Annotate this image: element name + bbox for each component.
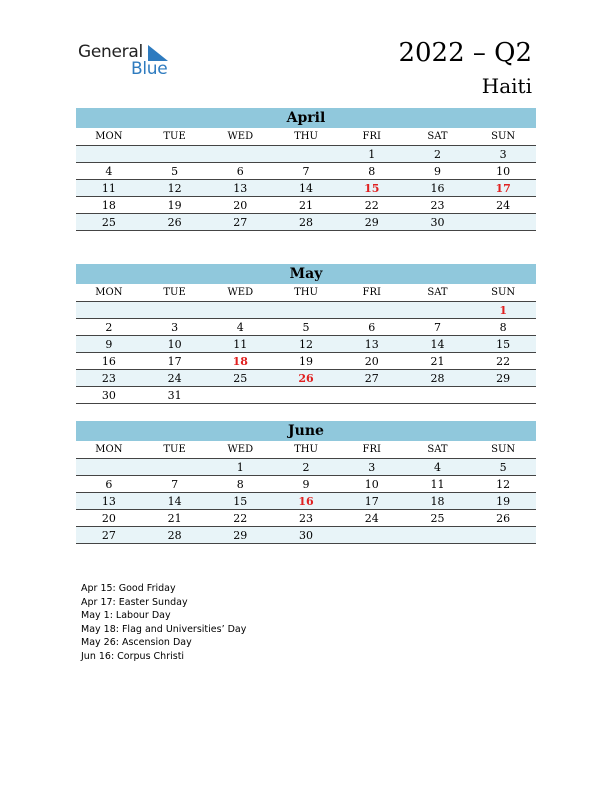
date-cell: 26: [496, 512, 511, 525]
date-cell: 7: [302, 165, 310, 178]
date-cell: 10: [364, 478, 379, 491]
date-cell: 21: [299, 199, 314, 212]
weekday-label: WED: [227, 131, 254, 142]
week-row: [76, 527, 536, 544]
date-cell: 24: [496, 199, 511, 212]
weekday-label: THU: [294, 131, 318, 142]
date-cell: 17: [167, 355, 182, 368]
weekday-label: WED: [227, 444, 254, 455]
date-cell: 24: [167, 372, 182, 385]
date-cell: [339, 302, 405, 318]
weekday-label: SUN: [491, 287, 516, 298]
date-cell: 1: [236, 461, 244, 474]
date-cell: 6: [236, 165, 244, 178]
date-cell: [76, 302, 142, 318]
weekday-header-row: [76, 128, 536, 146]
date-cell: 16: [101, 355, 116, 368]
date-cell: 25: [233, 372, 248, 385]
date-cell: [273, 387, 339, 403]
date-cell: 5: [499, 461, 507, 474]
date-cell: [405, 387, 471, 403]
week-row: [76, 387, 536, 404]
date-cell: [207, 302, 273, 318]
date-cell: [142, 302, 208, 318]
weekday-label: FRI: [362, 444, 381, 455]
week-row: [76, 459, 536, 476]
holiday-date: 26: [298, 372, 314, 385]
date-cell: 26: [167, 216, 182, 229]
date-cell: 8: [368, 165, 376, 178]
date-cell: 27: [364, 372, 379, 385]
date-cell: 19: [167, 199, 182, 212]
month-may: [76, 264, 536, 404]
date-cell: [405, 302, 471, 318]
date-cell: 22: [364, 199, 379, 212]
holiday-date: 1: [499, 304, 507, 317]
date-cell: 17: [364, 495, 379, 508]
date-cell: [142, 459, 208, 475]
date-cell: [470, 527, 536, 543]
date-cell: [273, 146, 339, 162]
date-cell: 7: [171, 478, 179, 491]
date-cell: 14: [167, 495, 182, 508]
date-cell: [273, 302, 339, 318]
weekday-label: FRI: [362, 287, 381, 298]
date-cell: 22: [233, 512, 248, 525]
date-cell: 29: [496, 372, 511, 385]
weekday-label: FRI: [362, 131, 381, 142]
date-cell: 9: [105, 338, 113, 351]
week-row: [76, 493, 536, 510]
weekday-label: TUE: [163, 131, 186, 142]
date-cell: 25: [101, 216, 116, 229]
date-cell: 30: [101, 389, 116, 402]
week-row: [76, 214, 536, 231]
holiday-note: Apr 17: Easter Sunday: [81, 596, 188, 608]
date-cell: 21: [430, 355, 445, 368]
holiday-notes: [81, 582, 246, 664]
date-cell: 11: [101, 182, 116, 195]
date-cell: 3: [368, 461, 376, 474]
week-row: [76, 163, 536, 180]
holiday-date: 15: [364, 182, 380, 195]
weekday-label: THU: [294, 444, 318, 455]
week-row: [76, 319, 536, 336]
weekday-label: TUE: [163, 287, 186, 298]
date-cell: 6: [105, 478, 113, 491]
date-cell: 13: [364, 338, 379, 351]
page-title: 2022 – Q2: [398, 38, 532, 68]
date-cell: 21: [167, 512, 182, 525]
date-cell: 23: [101, 372, 116, 385]
date-cell: 5: [302, 321, 310, 334]
date-cell: 9: [302, 478, 310, 491]
date-cell: 29: [364, 216, 379, 229]
date-cell: 7: [433, 321, 441, 334]
date-cell: 28: [167, 529, 182, 542]
date-cell: [470, 214, 536, 230]
holiday-note: Jun 16: Corpus Christi: [81, 650, 185, 662]
date-cell: 8: [236, 478, 244, 491]
date-cell: 31: [167, 389, 182, 402]
weekday-label: SAT: [427, 131, 448, 142]
date-cell: 4: [433, 461, 441, 474]
date-cell: 11: [233, 338, 248, 351]
weekday-label: WED: [227, 287, 254, 298]
date-cell: 12: [167, 182, 182, 195]
date-cell: [76, 146, 142, 162]
logo: [78, 42, 178, 82]
date-cell: 29: [233, 529, 248, 542]
date-cell: [339, 387, 405, 403]
date-cell: 27: [101, 529, 116, 542]
week-row: [76, 197, 536, 214]
date-cell: 2: [433, 148, 441, 161]
week-row: [76, 476, 536, 493]
weekday-header-row: [76, 284, 536, 302]
date-cell: 28: [430, 372, 445, 385]
date-cell: 4: [105, 165, 113, 178]
weekday-label: SUN: [491, 131, 516, 142]
date-cell: 15: [233, 495, 248, 508]
date-cell: 19: [496, 495, 511, 508]
country-name: Haiti: [481, 74, 532, 98]
date-cell: 10: [167, 338, 182, 351]
date-cell: 14: [299, 182, 314, 195]
date-cell: 9: [433, 165, 441, 178]
holiday-note: Apr 15: Good Friday: [81, 583, 176, 594]
holiday-date: 18: [232, 355, 248, 368]
date-cell: 20: [364, 355, 379, 368]
date-cell: 10: [496, 165, 511, 178]
date-cell: [142, 146, 208, 162]
weekday-label: SAT: [427, 287, 448, 298]
month-april: [76, 108, 536, 231]
month-header: May: [76, 264, 536, 284]
weekday-label: TUE: [163, 444, 186, 455]
date-cell: 1: [368, 148, 376, 161]
week-row: [76, 370, 536, 387]
holiday-note: May 1: Labour Day: [81, 610, 171, 622]
date-cell: 22: [496, 355, 511, 368]
date-cell: 15: [496, 338, 511, 351]
week-row: [76, 302, 536, 319]
month-header: June: [76, 421, 536, 441]
date-cell: 16: [430, 182, 445, 195]
week-row: [76, 510, 536, 527]
month-header: April: [76, 108, 536, 128]
date-cell: [207, 146, 273, 162]
date-cell: [76, 459, 142, 475]
holiday-note: May 18: Flag and Universities’ Day: [81, 623, 247, 635]
date-cell: 2: [105, 321, 113, 334]
holiday-date: 16: [298, 495, 314, 508]
date-cell: 18: [101, 199, 116, 212]
date-cell: 25: [430, 512, 445, 525]
date-cell: 24: [364, 512, 379, 525]
weekday-header-row: [76, 441, 536, 459]
date-cell: [470, 387, 536, 403]
holiday-date: 17: [495, 182, 511, 195]
date-cell: 20: [101, 512, 116, 525]
weekday-label: MON: [95, 287, 123, 298]
date-cell: 12: [496, 478, 511, 491]
date-cell: 5: [171, 165, 179, 178]
weekday-label: THU: [294, 287, 318, 298]
date-cell: 14: [430, 338, 445, 351]
week-row: [76, 146, 536, 163]
date-cell: 30: [430, 216, 445, 229]
weekday-label: MON: [95, 131, 123, 142]
weekday-label: SUN: [491, 444, 516, 455]
date-cell: 18: [430, 495, 445, 508]
logo-text-general: General: [78, 42, 143, 62]
date-cell: [405, 527, 471, 543]
date-cell: 20: [233, 199, 248, 212]
date-cell: 19: [299, 355, 314, 368]
date-cell: 23: [430, 199, 445, 212]
date-cell: 8: [499, 321, 507, 334]
date-cell: 23: [299, 512, 314, 525]
week-row: [76, 353, 536, 370]
date-cell: 28: [299, 216, 314, 229]
week-row: [76, 180, 536, 197]
date-cell: 4: [236, 321, 244, 334]
date-cell: 2: [302, 461, 310, 474]
date-cell: 30: [299, 529, 314, 542]
logo-text-blue: Blue: [131, 59, 168, 79]
date-cell: 3: [499, 148, 507, 161]
date-cell: 3: [171, 321, 179, 334]
date-cell: [207, 387, 273, 403]
date-cell: 12: [299, 338, 314, 351]
week-row: [76, 336, 536, 353]
date-cell: 11: [430, 478, 445, 491]
date-cell: 13: [233, 182, 248, 195]
date-cell: 13: [101, 495, 116, 508]
date-cell: 6: [368, 321, 376, 334]
weekday-label: MON: [95, 444, 123, 455]
weekday-label: SAT: [427, 444, 448, 455]
month-june: [76, 421, 536, 544]
date-cell: 27: [233, 216, 248, 229]
holiday-note: May 26: Ascension Day: [81, 637, 192, 649]
date-cell: [339, 527, 405, 543]
